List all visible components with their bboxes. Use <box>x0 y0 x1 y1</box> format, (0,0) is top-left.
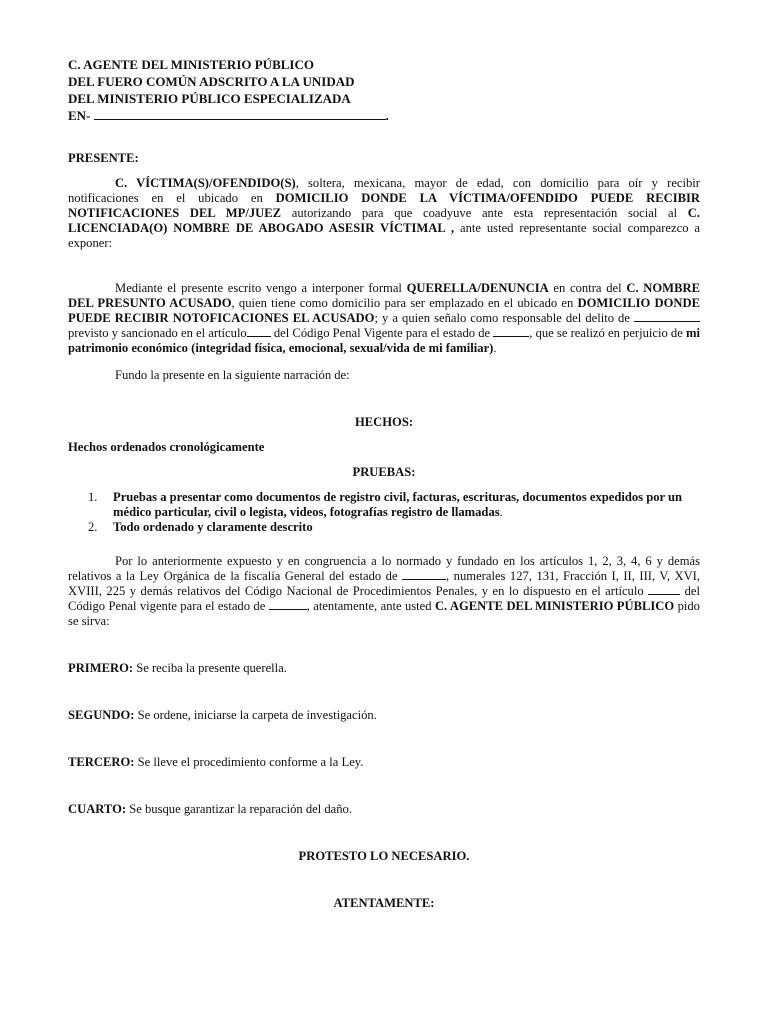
pruebas-list <box>68 490 700 535</box>
addressee-line: C. AGENTE DEL MINISTERIO PÚBLICO <box>68 57 314 72</box>
addressee-line-en: EN- . <box>68 108 389 123</box>
pruebas-heading: PRUEBAS: <box>352 465 416 479</box>
querella-paragraph: Mediante el presente escrito vengo a interponer formal QUERELLA/DENUNCIA en contra del C. NOMBRE DEL PRESUNTO ACUSADO, quien tiene como domicilio para ser emplazado en el ubicado en DOMICILIO DONDE PUEDE RECIBIR NOTOFICACIONES EL ACUSADO; y a quien señalo como responsable del delito de previsto y sancionado en el artículo del Código Penal Vigente para el estado de , que se realizó en perjuicio de mi patrimonio económico (integridad física, emocional, sexual/vida de mi familiar). <box>68 281 700 355</box>
petitorio-cuarto: CUARTO: Se busque garantizar la reparación del daño. <box>68 802 352 816</box>
protesto-heading: PROTESTO LO NECESARIO. <box>298 849 470 863</box>
petitorio-primero: PRIMERO: Se reciba la presente querella. <box>68 661 287 675</box>
list-item: 2. Todo ordenado y claramente descrito <box>88 520 313 534</box>
intro-paragraph: C. VÍCTIMA(S)/OFENDIDO(S), soltera, mexicana, mayor de edad, con domicilio para oír y recibir notificaciones en el ubicado en DOMICILIO DONDE LA VÍCTIMA/OFENDIDO PUEDE RECIBIR NOTIFICACIONES DEL MP/JUEZ autorizando para que coadyuve ante esta representación social al C. LICENCIADA(O) NOMBRE DE ABOGADO ASESIR VÍCTIMAL , ante usted representante social comparezco a exponer: <box>68 176 701 250</box>
petitorio-segundo: SEGUNDO: Se ordene, iniciarse la carpeta de investigación. <box>68 708 377 722</box>
atentamente-heading: ATENTAMENTE: <box>333 896 435 910</box>
blank-line <box>94 119 386 120</box>
blank-line <box>402 579 446 580</box>
presente-heading: PRESENTE: <box>68 151 139 165</box>
fundo-paragraph: Fundo la presente en la siguiente narración de: <box>115 368 350 382</box>
blank-line <box>648 594 680 595</box>
addressee-line: DEL MINISTERIO PÚBLICO ESPECIALIZADA <box>68 91 351 106</box>
fundamento-paragraph: Por lo anteriormente expuesto y en congruencia a lo normado y fundado en los artículos 1, 2, 3, 4, 6 y demás relativos a la Ley Orgánica de la fiscalía General del estado de , numerales 127, 131, Fracción I, II, III, V, XVI, XVIII, 225 y demás relativos del Código Nacional de Procedimientos Penales, y en lo dispuesto en el artículo del Código Penal vigente para el estado de , atentamente, ante usted C. AGENTE DEL MINISTERIO PÚBLICO pido se sirva: <box>68 554 701 628</box>
addressee-block <box>68 56 700 124</box>
hechos-heading: HECHOS: <box>354 415 414 429</box>
petitorio-tercero: TERCERO: Se lleve el procedimiento conforme a la Ley. <box>68 755 364 769</box>
blank-line <box>493 336 529 337</box>
list-item: 1. Pruebas a presentar como documentos de registro civil, facturas, escrituras, documentos expedidos por un médico particular, civil o legista, videos, fotografías registro de llamadas. <box>88 490 683 519</box>
addressee-line: DEL FUERO COMÚN ADSCRITO A LA UNIDAD <box>68 74 355 89</box>
hechos-subtitle: Hechos ordenados cronológicamente <box>68 440 265 454</box>
blank-line <box>269 609 307 610</box>
blank-line <box>247 336 271 337</box>
blank-line <box>634 321 700 322</box>
